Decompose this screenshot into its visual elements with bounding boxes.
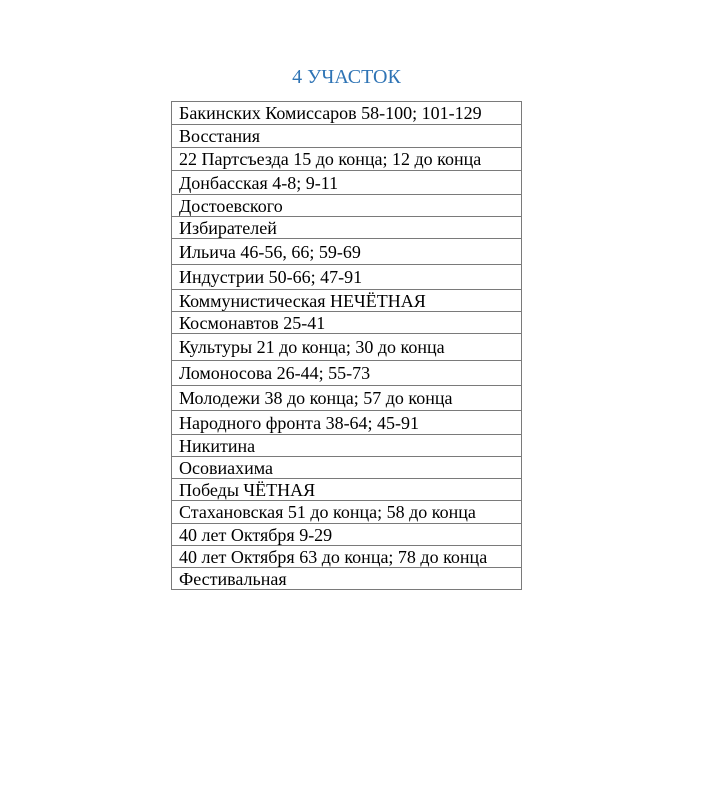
street-cell: Ломоносова 26-44; 55-73 bbox=[172, 361, 522, 386]
table-row bbox=[172, 102, 522, 125]
table-row bbox=[172, 125, 522, 148]
street-cell: Космонавтов 25-41 bbox=[172, 312, 522, 334]
streets-table bbox=[171, 101, 522, 590]
table-row bbox=[172, 457, 522, 479]
table-row bbox=[172, 361, 522, 386]
street-cell: Ильича 46-56, 66; 59-69 bbox=[172, 239, 522, 265]
street-cell: Народного фронта 38-64; 45-91 bbox=[172, 411, 522, 435]
table-row bbox=[172, 334, 522, 361]
street-cell: 40 лет Октября 63 до конца; 78 до конца bbox=[172, 546, 522, 568]
table-row bbox=[172, 290, 522, 312]
table-row bbox=[172, 386, 522, 411]
table-row bbox=[172, 435, 522, 457]
table-row bbox=[172, 568, 522, 590]
street-cell: Культуры 21 до конца; 30 до конца bbox=[172, 334, 522, 361]
street-cell: Победы ЧЁТНАЯ bbox=[172, 479, 522, 501]
table-row bbox=[172, 171, 522, 195]
table-row bbox=[172, 148, 522, 171]
table-row bbox=[172, 312, 522, 334]
street-cell: Достоевского bbox=[172, 195, 522, 217]
table-row bbox=[172, 265, 522, 290]
street-cell: Молодежи 38 до конца; 57 до конца bbox=[172, 386, 522, 411]
table-row bbox=[172, 501, 522, 524]
street-cell: Индустрии 50-66; 47-91 bbox=[172, 265, 522, 290]
table-row bbox=[172, 217, 522, 239]
table-row bbox=[172, 546, 522, 568]
street-cell: 22 Партсъезда 15 до конца; 12 до конца bbox=[172, 148, 522, 171]
street-cell: Стахановская 51 до конца; 58 до конца bbox=[172, 501, 522, 524]
table-row bbox=[172, 195, 522, 217]
page-title: 4 УЧАСТОК bbox=[292, 66, 401, 88]
street-cell: Фестивальная bbox=[172, 568, 522, 590]
street-cell: Коммунистическая НЕЧЁТНАЯ bbox=[172, 290, 522, 312]
street-cell: Бакинских Комиссаров 58-100; 101-129 bbox=[172, 102, 522, 125]
street-cell: Донбасская 4-8; 9-11 bbox=[172, 171, 522, 195]
table-row bbox=[172, 239, 522, 265]
table-row bbox=[172, 524, 522, 546]
street-cell: Избирателей bbox=[172, 217, 522, 239]
street-cell: 40 лет Октября 9-29 bbox=[172, 524, 522, 546]
street-cell: Осовиахима bbox=[172, 457, 522, 479]
table-row bbox=[172, 479, 522, 501]
street-cell: Никитина bbox=[172, 435, 522, 457]
street-cell: Восстания bbox=[172, 125, 522, 148]
table-row bbox=[172, 411, 522, 435]
